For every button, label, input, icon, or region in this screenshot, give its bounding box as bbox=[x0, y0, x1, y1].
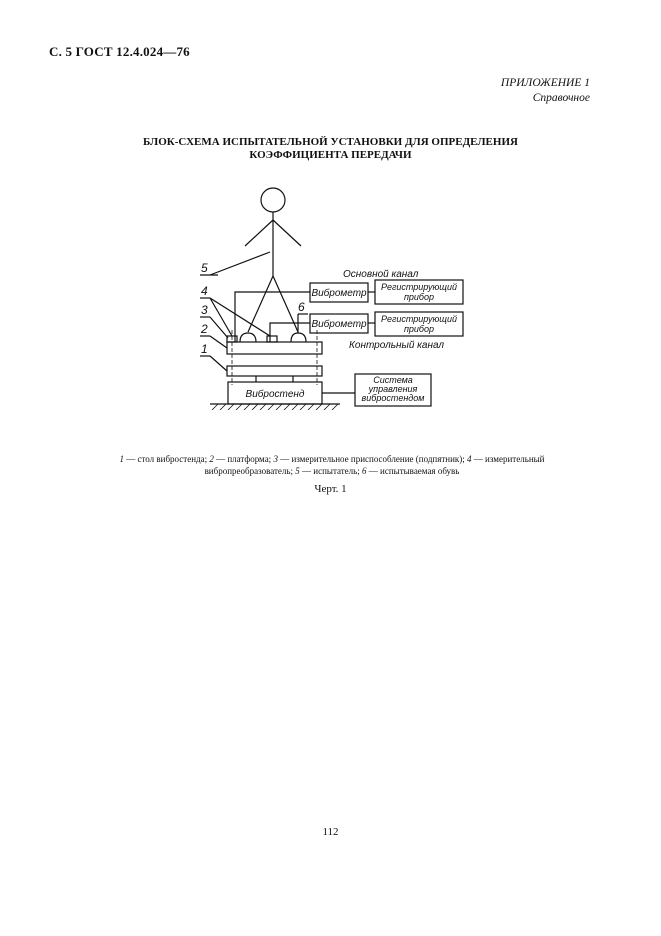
recorder-main-line1: Регистрирующий bbox=[381, 282, 457, 292]
appendix-label bbox=[501, 76, 590, 106]
sensor-center bbox=[267, 336, 277, 342]
callout-2-leader bbox=[210, 336, 227, 348]
callout-3-leader bbox=[210, 317, 228, 338]
vibrostand-table bbox=[227, 366, 322, 376]
control-system-line2: управления bbox=[368, 384, 418, 394]
callout-5-leader bbox=[210, 252, 270, 275]
vibrometer-label-control: Виброметр bbox=[311, 319, 367, 330]
appendix-subtitle: Справочное bbox=[532, 92, 590, 104]
callout-6: 6 bbox=[298, 300, 305, 314]
vibrometer-label-main: Виброметр bbox=[311, 288, 367, 299]
callout-1-leader bbox=[210, 356, 227, 371]
document-title bbox=[0, 136, 661, 162]
figure-caption: 1 — стол вибростенда; 2 — платформа; 3 — измерительное приспособление (подпятник); 4 — измерительный вибропреобразователь; 5 — испытатель; 6 — испытываемая обувь bbox=[119, 454, 545, 476]
control-channel-wire bbox=[270, 323, 310, 342]
callout-4: 4 bbox=[201, 284, 208, 298]
block-diagram bbox=[190, 180, 470, 410]
callout-3: 3 bbox=[201, 303, 208, 317]
recorder-main-line2: прибор bbox=[403, 292, 435, 302]
page-header: С. 5 ГОСТ 12.4.024—76 bbox=[49, 44, 190, 59]
appendix-title: ПРИЛОЖЕНИЕ 1 bbox=[500, 77, 590, 89]
ground-hatching bbox=[212, 404, 338, 410]
callout-1: 1 bbox=[201, 342, 208, 356]
platform bbox=[227, 342, 322, 354]
person-left-arm bbox=[245, 220, 273, 246]
control-system-line1: Система bbox=[373, 375, 413, 385]
callout-2: 2 bbox=[201, 322, 208, 336]
person-left-leg bbox=[248, 276, 273, 332]
control-system-line3: вибростендом bbox=[361, 393, 425, 403]
shoe-right bbox=[291, 333, 306, 342]
title-line-1: БЛОК-СХЕМА ИСПЫТАТЕЛЬНОЙ УСТАНОВКИ ДЛЯ ОПРЕДЕЛЕНИЯ bbox=[143, 136, 518, 148]
person-right-arm bbox=[273, 220, 301, 246]
person-head bbox=[261, 188, 285, 212]
recorder-control-line1: Регистрирующий bbox=[381, 314, 457, 324]
page-number: 112 bbox=[322, 826, 339, 838]
control-channel-label: Контрольный канал bbox=[349, 340, 445, 351]
title-line-2: КОЭФФИЦИЕНТА ПЕРЕДАЧИ bbox=[249, 149, 412, 161]
recorder-control-line2: прибор bbox=[403, 324, 435, 334]
main-channel-label: Основной канал bbox=[343, 269, 419, 280]
callout-5: 5 bbox=[201, 261, 208, 275]
shoe-left bbox=[240, 333, 256, 342]
figure-label: Черт. 1 bbox=[314, 483, 347, 495]
vibrostand-label: Вибростенд bbox=[245, 389, 305, 400]
